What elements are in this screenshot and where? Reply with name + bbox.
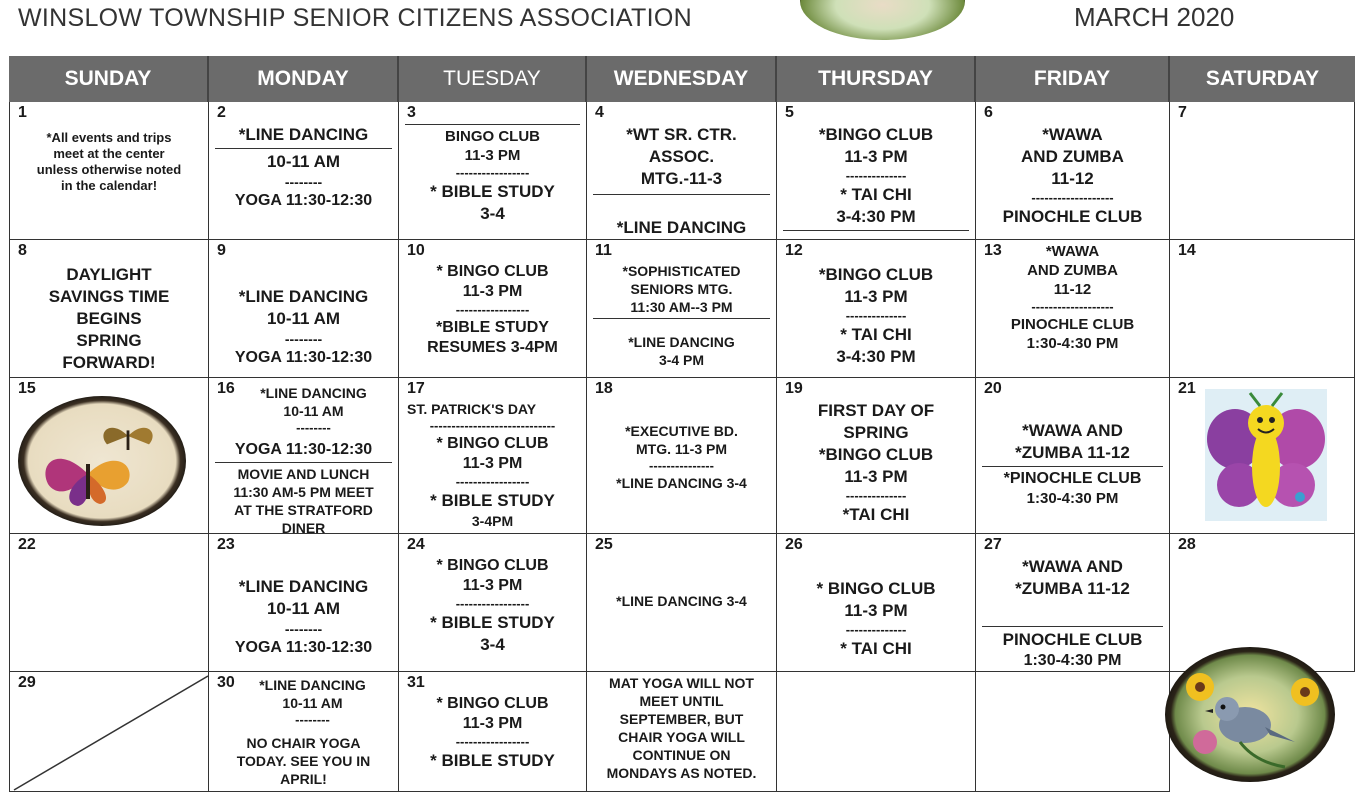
day-number: 17 [407, 380, 425, 397]
day-cell-16 [209, 378, 399, 534]
event-line: --------------- [649, 458, 714, 473]
event-line: FORWARD! [62, 353, 156, 372]
day-cell-2 [209, 102, 399, 240]
yoga-note-cell [587, 672, 777, 792]
day-number: 29 [18, 674, 36, 691]
day-cell-19 [777, 378, 976, 534]
event-line: *BINGO CLUB [818, 125, 934, 144]
event-line: -------------- [845, 308, 907, 323]
event-line: *LINE DANCING [259, 677, 366, 693]
event-line: 1:30-4:30 PM [1023, 652, 1122, 669]
event-line: 11:30 AM--3 PM [630, 299, 733, 315]
event-line: *WAWA AND [1022, 421, 1123, 440]
day-cell-31 [399, 672, 587, 792]
bird-icon [1165, 647, 1335, 782]
event-line: 3-4:30 PM [836, 207, 916, 226]
header-tuesday: TUESDAY [399, 56, 587, 102]
event-line: 11-3 PM [462, 455, 523, 472]
event-line: * BIBLE STUDY [430, 613, 555, 632]
day-cell-24 [399, 534, 587, 672]
event-line: *WT SR. CTR. [626, 125, 737, 144]
event-line: * BIBLE STUDY [430, 182, 555, 201]
day-number: 8 [18, 242, 27, 259]
event-line: 11-12 [1053, 281, 1092, 298]
event-line: 11-3 PM [462, 283, 523, 300]
day-cell-29 [9, 672, 209, 792]
event-line: 10-11 AM [282, 695, 343, 711]
header-friday: FRIDAY [976, 56, 1170, 102]
day-cell-22 [9, 534, 209, 672]
butterflies-image [18, 396, 186, 526]
day-number: 14 [1178, 242, 1196, 259]
event-line: *LINE DANCING [628, 334, 735, 350]
event-line: * BINGO CLUB [436, 263, 549, 280]
event-line: * TAI CHI [840, 185, 912, 204]
event-line: * BINGO CLUB [436, 695, 549, 712]
day-number: 27 [984, 536, 1002, 553]
note-line: CONTINUE ON [632, 747, 731, 763]
event-line: YOGA 11:30-12:30 [234, 192, 373, 209]
event-line: 1:30-4:30 PM [1026, 490, 1119, 507]
event-line: 11:30 AM-5 PM MEET [233, 484, 374, 500]
month-title: MARCH 2020 [1074, 2, 1235, 32]
day-number: 30 [217, 674, 235, 691]
event-line: 1:30-4:30 PM [1026, 335, 1119, 352]
day-cell-20 [976, 378, 1170, 534]
bird-flowers-image [1165, 647, 1335, 782]
day-number: 5 [785, 104, 794, 121]
day-cell-3 [399, 102, 587, 240]
day-number: 18 [595, 380, 613, 397]
event-line: SAVINGS TIME [48, 287, 170, 306]
event-line: 11-3 PM [462, 715, 523, 732]
note-line: unless otherwise noted [36, 162, 182, 177]
event-line: ------------------- [1031, 299, 1114, 314]
event-line: 11-3 PM [464, 147, 521, 164]
event-line: PINOCHLE CLUB [1010, 316, 1135, 333]
event-line: *BINGO CLUB [818, 265, 934, 284]
day-cell-26 [777, 534, 976, 672]
event-line: * BIBLE STUDY [430, 491, 555, 510]
event-line: 11-3 PM [844, 147, 908, 166]
event-line: * BINGO CLUB [436, 435, 549, 452]
note-line: in the calendar! [60, 178, 158, 193]
event-line: YOGA 11:30-12:30 [234, 639, 373, 656]
event-line: NO CHAIR YOGA [246, 735, 361, 751]
butterfly-icon [1205, 389, 1327, 521]
event-line: 10-11 AM [266, 599, 341, 618]
event-line: ----------------- [455, 596, 530, 611]
event-line: MTG.-11-3 [640, 169, 723, 188]
empty-cell [976, 672, 1170, 792]
event-line: ----------------- [455, 165, 530, 180]
event-line: 11-12 [1051, 169, 1094, 188]
note-line: *All events and trips [46, 130, 172, 145]
day-cell-6 [976, 102, 1170, 240]
event-line: 11-3 PM [462, 577, 523, 594]
event-line: PINOCHLE CLUB [1002, 207, 1143, 226]
event-line: APRIL! [280, 771, 327, 787]
note-line: SEPTEMBER, BUT [619, 711, 744, 727]
event-line: PINOCHLE CLUB [1002, 630, 1143, 649]
day-number: 25 [595, 536, 613, 553]
event-line: *SOPHISTICATED [622, 263, 741, 279]
event-line: *LINE DANCING [238, 125, 369, 144]
event-line: 10-11 AM [266, 309, 341, 328]
header-sunday: SUNDAY [9, 56, 209, 102]
diagonal-line [10, 672, 209, 792]
event-line: ------------------- [1031, 190, 1114, 205]
event-line: ----------------- [455, 734, 530, 749]
day-cell-27 [976, 534, 1170, 672]
event-line: *LINE DANCING 3-4 [616, 475, 747, 491]
day-number: 20 [984, 380, 1002, 397]
event-line: AND ZUMBA [1027, 262, 1118, 279]
event-line: DINER [281, 520, 326, 534]
event-line: *LINE DANCING 3-4 [616, 593, 747, 609]
day-cell-17 [399, 378, 587, 534]
event-line: 3-4PM [471, 513, 514, 529]
event-line: 10-11 AM [266, 152, 341, 171]
event-line: -------- [284, 331, 323, 347]
event-line: *TAI CHI [842, 505, 910, 524]
event-line: 3-4 PM [658, 352, 705, 368]
note-line: MAT YOGA WILL NOT [609, 675, 754, 691]
day-cell-18 [587, 378, 777, 534]
day-cell-8 [9, 240, 209, 378]
header-saturday: SATURDAY [1170, 56, 1355, 102]
event-line: 10-11 AM [283, 403, 344, 419]
event-line: -------------- [845, 168, 907, 183]
event-line: MTG. 11-3 PM [635, 441, 728, 457]
event-line: *BIBLE STUDY [436, 319, 549, 336]
day-number: 19 [785, 380, 803, 397]
event-line: 11-3 PM [844, 467, 908, 486]
top-flower-image [800, 0, 965, 40]
day-number: 4 [595, 104, 604, 121]
event-line: 3-4:30 PM [836, 347, 916, 366]
day-number: 10 [407, 242, 425, 259]
association-title: WINSLOW TOWNSHIP SENIOR CITIZENS ASSOCIATION [18, 4, 692, 32]
event-line: SPRING [76, 331, 142, 350]
day-number: 1 [18, 104, 27, 121]
event-line: ----------------------------- [429, 418, 556, 433]
event-line: SENIORS MTG. [630, 281, 733, 297]
event-line: TODAY. SEE YOU IN [236, 753, 371, 769]
event-line: *ZUMBA 11-12 [1015, 443, 1130, 462]
event-line: -------- [295, 712, 330, 727]
day-number: 9 [217, 242, 226, 259]
event-line: *WAWA [1042, 125, 1103, 144]
event-line: ST. PATRICK'S DAY [407, 401, 537, 417]
event-line: 3-4 [480, 204, 505, 223]
day-number: 13 [984, 242, 1002, 259]
day-number: 6 [984, 104, 993, 121]
event-line: YOGA 11:30-12:30 [234, 349, 373, 366]
empty-cell [777, 672, 976, 792]
day-number: 7 [1178, 104, 1187, 121]
event-line: -------------- [845, 488, 907, 503]
event-line: -------- [284, 174, 323, 190]
event-line: *PINOCHLE CLUB [1003, 470, 1142, 487]
day-cell-12 [777, 240, 976, 378]
event-line: 11-3 PM [844, 601, 908, 620]
day-cell-13 [976, 240, 1170, 378]
note-line: MEET UNTIL [639, 693, 724, 709]
day-number: 12 [785, 242, 803, 259]
note-line: CHAIR YOGA WILL [618, 729, 745, 745]
day-cell-4 [587, 102, 777, 240]
event-line: *LINE DANCING [260, 385, 367, 401]
note-line: MONDAYS AS NOTED. [606, 765, 757, 781]
event-line: * BINGO CLUB [436, 557, 549, 574]
day-number: 2 [217, 104, 226, 121]
event-line: ----------------- [455, 302, 530, 317]
event-line: *EXECUTIVE BD. [625, 423, 738, 439]
event-line: BINGO CLUB [445, 128, 540, 145]
day-cell-25 [587, 534, 777, 672]
day-cell-11 [587, 240, 777, 378]
event-line: *LINE DANCING [238, 577, 369, 596]
event-line: RESUMES 3-4PM [427, 339, 558, 356]
day-number: 15 [18, 380, 36, 397]
event-line: BEGINS [76, 309, 142, 328]
event-line: FIRST DAY OF [817, 401, 935, 420]
event-line: *WAWA AND [1022, 557, 1123, 576]
event-line: *LINE DANCING [238, 287, 369, 306]
day-number: 28 [1178, 536, 1196, 553]
event-line: DAYLIGHT [66, 265, 152, 284]
event-line: *LINE DANCING [616, 218, 747, 237]
day-number: 31 [407, 674, 425, 691]
day-cell-15 [9, 378, 209, 534]
event-line: 3-4 [480, 635, 505, 654]
event-line: -------- [284, 621, 323, 637]
cartoon-butterfly-image [1205, 389, 1327, 521]
day-cell-10 [399, 240, 587, 378]
event-line: AT THE STRATFORD [234, 502, 373, 518]
event-line: * TAI CHI [840, 639, 912, 658]
event-line: -------- [296, 420, 331, 435]
day-number: 3 [407, 104, 416, 121]
event-line: ----------------- [455, 474, 530, 489]
day-cell-9 [209, 240, 399, 378]
day-number: 22 [18, 536, 36, 553]
day-number: 23 [217, 536, 235, 553]
butterfly-icon [18, 396, 186, 526]
day-number: 11 [595, 242, 612, 259]
day-cell-14 [1170, 240, 1355, 378]
header-wednesday: WEDNESDAY [587, 56, 777, 102]
event-line: *WAWA [1045, 243, 1100, 260]
day-number: 21 [1178, 380, 1196, 397]
header-thursday: THURSDAY [777, 56, 976, 102]
header-monday: MONDAY [209, 56, 399, 102]
event-line: *ZUMBA 11-12 [1015, 579, 1130, 598]
note-line: meet at the center [53, 146, 165, 161]
day-cell-1 [9, 102, 209, 240]
day-cell-5 [777, 102, 976, 240]
event-line: * TAI CHI [840, 325, 912, 344]
event-line: ASSOC. [648, 147, 715, 166]
event-line: MOVIE AND LUNCH [237, 466, 370, 482]
event-line: -------------- [845, 622, 907, 637]
event-line: * BINGO CLUB [816, 579, 936, 598]
event-line: SPRING [843, 423, 909, 442]
event-line: AND ZUMBA [1021, 147, 1124, 166]
day-number: 26 [785, 536, 803, 553]
day-cell-23 [209, 534, 399, 672]
day-cell-7 [1170, 102, 1355, 240]
event-line: * BIBLE STUDY [430, 751, 555, 770]
day-number: 16 [217, 380, 235, 397]
day-number: 24 [407, 536, 425, 553]
event-line: YOGA 11:30-12:30 [234, 441, 373, 458]
event-line: *BINGO CLUB [818, 445, 934, 464]
event-line: 11-3 PM [844, 287, 908, 306]
day-cell-30 [209, 672, 399, 792]
